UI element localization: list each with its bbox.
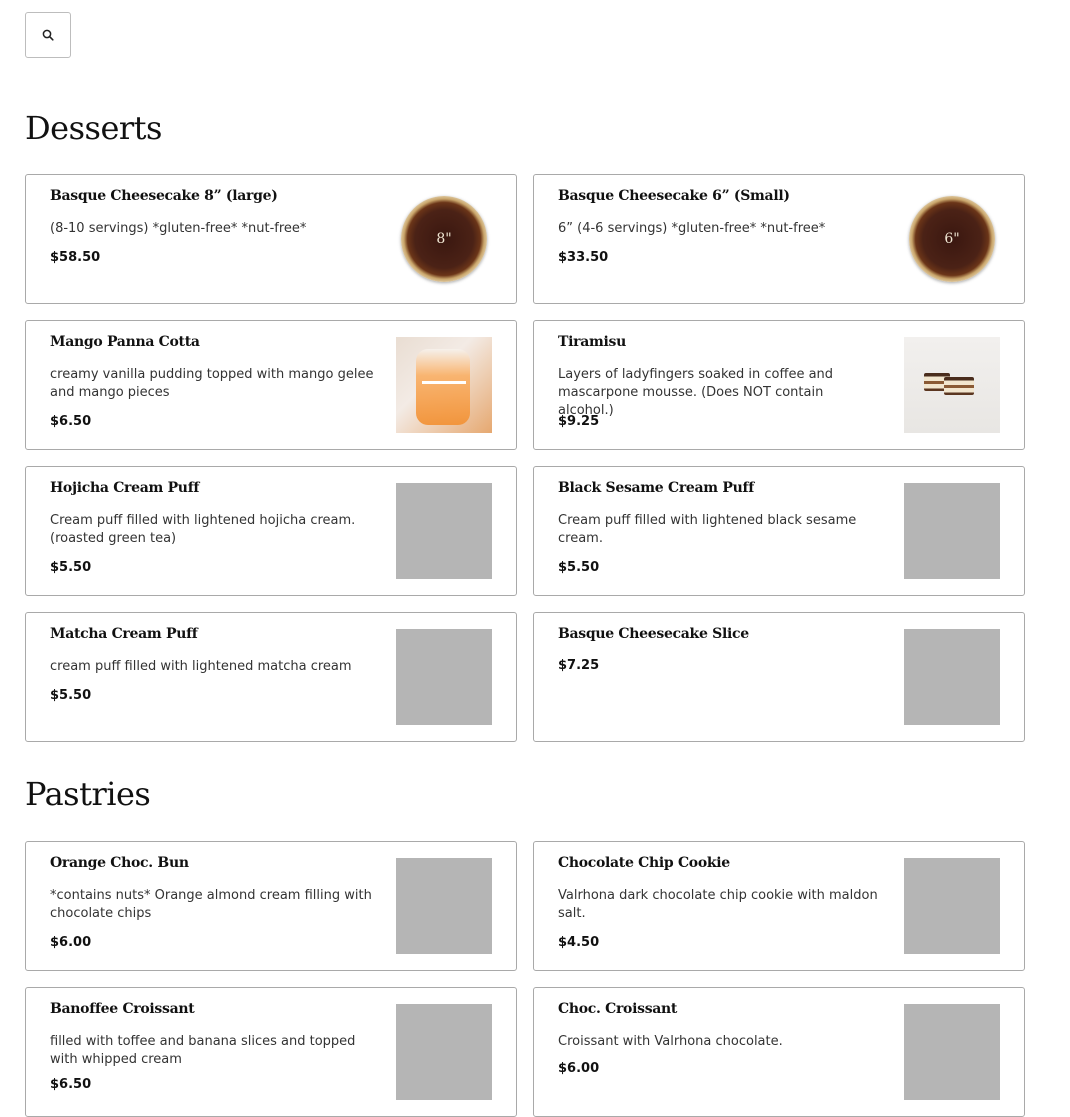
menu-item-card[interactable] [25,841,517,971]
item-description: 6” (4-6 servings) *gluten-free* *nut-free* [558,221,826,236]
item-name: Matcha Cream Puff [50,626,198,642]
menu-item-card[interactable] [533,466,1025,596]
section-title-pastries: Pastries [25,775,151,813]
item-price: $33.50 [558,250,609,265]
item-image-placeholder [396,483,492,579]
item-image-placeholder [396,858,492,954]
item-description: Cream puff filled with lightened hojicha cream. (roasted green tea) [50,513,356,546]
menu-item-card[interactable] [25,466,517,596]
item-image-placeholder [396,629,492,725]
item-price: $6.00 [558,1061,600,1076]
image-label: 8" [436,231,452,247]
item-name: Tiramisu [558,334,626,350]
item-image-placeholder [904,483,1000,579]
item-price: $5.50 [50,560,92,575]
item-description: (8-10 servings) *gluten-free* *nut-free* [50,221,307,236]
item-image [396,337,492,433]
menu-item-card[interactable] [25,987,517,1117]
item-price: $4.50 [558,935,600,950]
item-price: $6.00 [50,935,92,950]
menu-item-card[interactable] [533,841,1025,971]
item-price: $6.50 [50,1077,92,1092]
pastries-grid [25,841,1025,1117]
item-price: $5.50 [558,560,600,575]
item-price: $7.25 [558,658,600,673]
image-label: 6" [944,231,960,247]
item-name: Orange Choc. Bun [50,855,189,871]
menu-item-card[interactable] [533,174,1025,304]
item-image-placeholder [904,1004,1000,1100]
item-name: Banoffee Croissant [50,1001,195,1017]
item-name: Basque Cheesecake 8” (large) [50,188,278,204]
menu-item-card[interactable] [25,612,517,742]
item-description: Valrhona dark chocolate chip cookie with maldon salt. [558,888,878,921]
item-name: Basque Cheesecake 6” (Small) [558,188,790,204]
item-image-placeholder [396,1004,492,1100]
item-price: $9.25 [558,414,600,429]
item-name: Black Sesame Cream Puff [558,480,754,496]
item-price: $58.50 [50,250,101,265]
search-icon [42,29,54,41]
item-description: *contains nuts* Orange almond cream filling with chocolate chips [50,888,372,921]
item-description: filled with toffee and banana slices and topped with whipped cream [50,1034,356,1067]
item-image [396,191,492,287]
menu-item-card[interactable] [533,320,1025,450]
search-button[interactable] [25,12,71,58]
item-description: cream puff filled with lightened matcha cream [50,659,352,674]
item-price: $5.50 [50,688,92,703]
item-description: Cream puff filled with lightened black sesame cream. [558,513,857,546]
item-name: Mango Panna Cotta [50,334,200,350]
item-image [904,337,1000,433]
menu-item-card[interactable] [25,320,517,450]
menu-item-card[interactable] [533,612,1025,742]
item-name: Choc. Croissant [558,1001,678,1017]
item-name: Chocolate Chip Cookie [558,855,730,871]
item-name: Hojicha Cream Puff [50,480,200,496]
item-name: Basque Cheesecake Slice [558,626,749,642]
item-price: $6.50 [50,414,92,429]
desserts-grid [25,174,1025,742]
item-image-placeholder [904,629,1000,725]
menu-item-card[interactable] [533,987,1025,1117]
item-image [904,191,1000,287]
section-title-desserts: Desserts [25,109,162,147]
item-description: creamy vanilla pudding topped with mango gelee and mango pieces [50,367,374,400]
item-image-placeholder [904,858,1000,954]
menu-item-card[interactable] [25,174,517,304]
item-description: Croissant with Valrhona chocolate. [558,1034,783,1049]
item-description: Layers of ladyfingers soaked in coffee and mascarpone mousse. (Does NOT contain alcohol.) [558,367,834,418]
